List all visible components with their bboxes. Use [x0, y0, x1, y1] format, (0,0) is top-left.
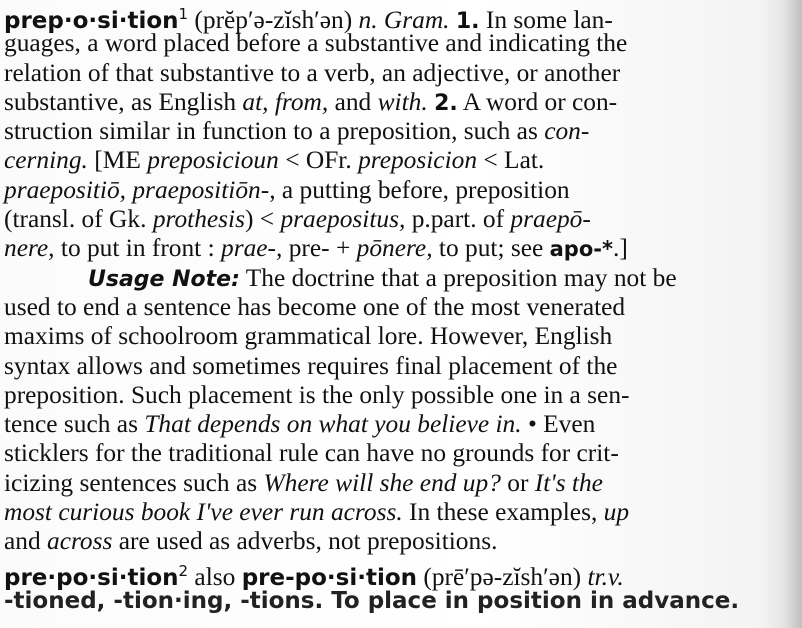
etymology-text: (transl. of Gk.	[4, 205, 147, 234]
usage-note-text: tence such as	[4, 410, 138, 439]
entry1-line-1	[4, 0, 794, 34]
usage-note-line-5: preposition. Such placement is the only possible one in a sen-	[4, 380, 630, 409]
usage-note-example: Where will she end up?	[263, 468, 501, 497]
etymology-text: < Lat.	[483, 146, 545, 175]
entry1-text: A word or con-	[462, 87, 618, 116]
entry1-text: struction similar in function to a preposition, such as	[4, 117, 538, 146]
etymology-form: praepositiō, praepositiōn-,	[4, 175, 276, 204]
entry1-line-4	[4, 88, 794, 117]
entry1-line-6	[4, 146, 794, 175]
etymology-form: prae-,	[221, 234, 283, 263]
usage-note-example: It's the	[534, 468, 603, 497]
etymology-text: [ME	[94, 146, 141, 175]
usage-note-text: and	[4, 527, 41, 556]
usage-note-example: That depends on what you believe in.	[144, 410, 522, 439]
etymology-form: nere,	[4, 234, 55, 263]
dictionary-text	[4, 0, 794, 614]
entry1-sense-1-number: 1.	[455, 9, 480, 34]
entry2-part-of-speech: tr.v.	[587, 562, 624, 591]
entry1-example: at, from,	[242, 87, 329, 116]
usage-note-line-6	[4, 410, 794, 439]
entry1-text: substantive, as English	[4, 87, 237, 116]
usage-note-example: most curious book I've ever run across.	[4, 498, 403, 527]
usage-note-line-4: syntax allows and sometimes requires final placement of the	[4, 351, 618, 380]
usage-note-line-9	[4, 498, 794, 527]
etymology-text: p.part. of	[411, 205, 505, 234]
usage-note-text: In these examples,	[409, 498, 598, 527]
entry2-inflections: -tioned, -tion·ing, -tions. To place in position in advance.	[4, 587, 740, 614]
usage-note-line-2: used to end a sentence has become one of the most venerated	[4, 292, 626, 321]
etymology-form: prothesis	[152, 205, 245, 234]
entry1-line-5	[4, 117, 794, 146]
usage-note-line-1	[4, 264, 794, 293]
entry1-line-9	[4, 234, 794, 263]
usage-note-example: up	[603, 498, 630, 527]
entry1-sense-2-number: 2.	[434, 90, 458, 116]
etymology-text: to put; see	[438, 234, 544, 263]
usage-note-label: Usage Note:	[88, 266, 240, 292]
entry2-text: also	[194, 562, 236, 591]
usage-note-line-7: sticklers for the traditional rule can have no grounds for crit-	[4, 439, 619, 468]
entry2-headword: pre·po·si·tion	[4, 564, 179, 591]
etymology-text: pre- +	[288, 234, 351, 263]
entry1-line-3: relation of that substantive to a verb, an adjective, or another	[4, 58, 621, 87]
entry1-pronunciation: (prĕp′ə-zĭsh′ən)	[194, 6, 353, 34]
entry1-line-7	[4, 176, 794, 205]
entry1-text: In some lan-	[485, 6, 613, 34]
entry2-line-2-cut-off	[4, 586, 794, 614]
etymology-form: praepō-	[510, 205, 591, 234]
entry1-example: con-	[544, 117, 590, 146]
entry1-line-2: guages, a word placed before a substantive and indicating the	[4, 29, 628, 58]
cross-reference: apo-*	[549, 237, 613, 262]
etymology-text: < OFr.	[285, 146, 352, 175]
entry1-line-8	[4, 205, 794, 234]
usage-note-line-8	[4, 469, 794, 498]
etymology-text: a putting before, preposition	[281, 175, 570, 204]
usage-note-text: icizing sentences such as	[4, 468, 258, 497]
entry2-variant: pre-po·si·tion	[241, 564, 418, 591]
entry1-part-of-speech: n. Gram.	[358, 6, 450, 34]
etymology-text: to put in front :	[60, 234, 215, 263]
entry1-headword: prep·o·si·tion	[4, 8, 179, 34]
usage-note-example: across	[47, 527, 113, 556]
etymology-form: preposicion	[358, 146, 478, 175]
usage-note-text: The doctrine that a preposition may not be	[245, 263, 677, 292]
etymology-form: praepositus,	[280, 205, 406, 234]
usage-note-text: or	[507, 468, 529, 497]
usage-note-line-3: maxims of schoolroom grammatical lore. However, English	[4, 322, 613, 351]
entry1-text: and	[334, 87, 372, 116]
etymology-form: preposicioun	[147, 146, 279, 175]
etymology-form: pōnere,	[356, 234, 433, 263]
etymology-text: ) <	[244, 205, 275, 234]
entry1-example: with.	[377, 87, 428, 116]
entry2-pronunciation: (prē′pə-zĭsh′ən)	[423, 562, 582, 591]
entry2-line-1	[4, 557, 794, 591]
entry2-homograph-number: 2	[178, 561, 189, 580]
entry1-example: cerning.	[4, 146, 88, 175]
etymology-text: .]	[612, 234, 628, 263]
usage-note-text: are used as adverbs, not prepositions.	[118, 527, 498, 556]
usage-note-text: • Even	[527, 410, 596, 439]
usage-note-line-10	[4, 527, 794, 556]
entry1-homograph-number: 1	[178, 5, 189, 23]
